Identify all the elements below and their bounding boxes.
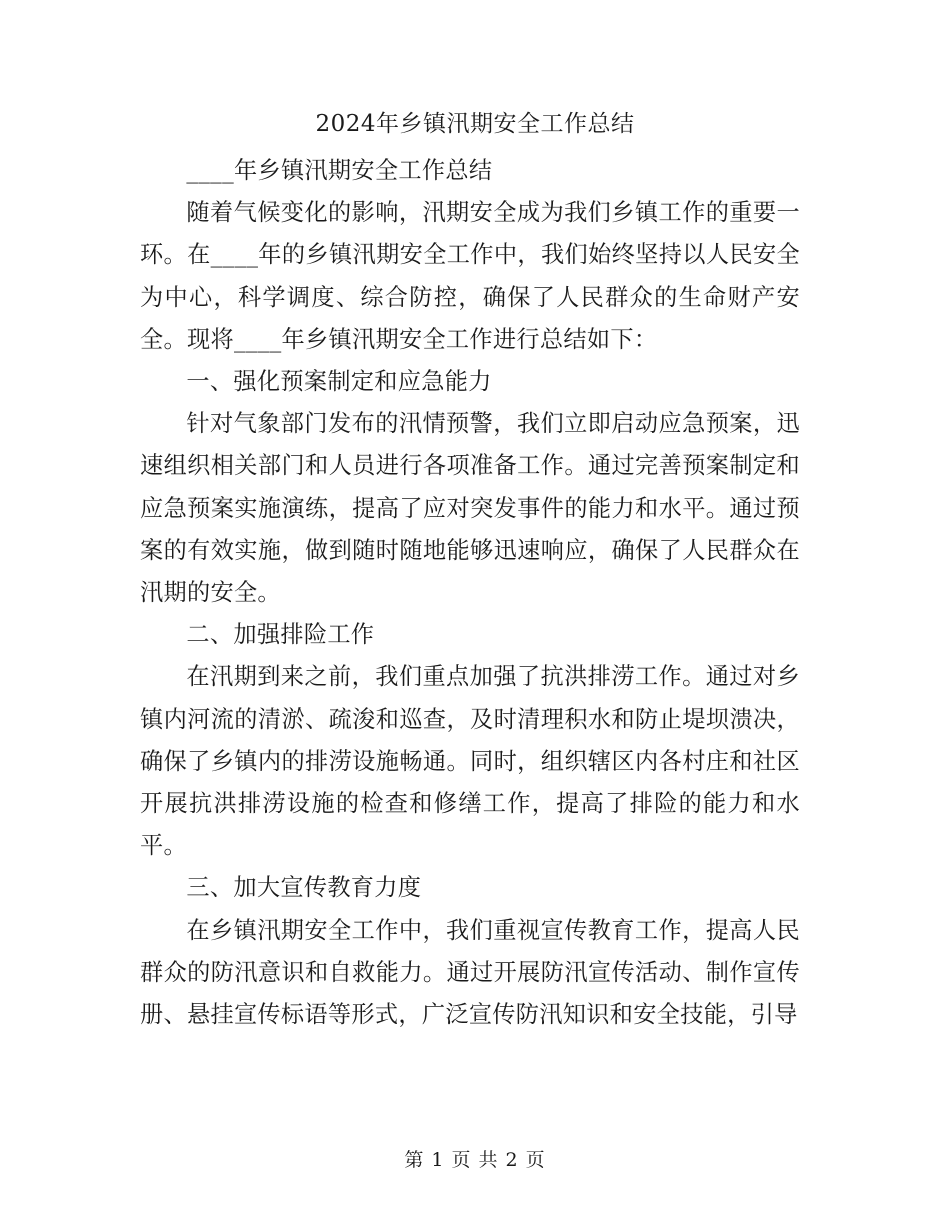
subtitle-paragraph: ____年乡镇汛期安全工作总结: [186, 157, 493, 184]
intro-paragraph: 随着气候变化的影响，汛期安全成为我们乡镇工作的重要一环。在____年的乡镇汛期安全工作中，我们始终坚持以人民安全为中心，科学调度、综合防控，确保了人民群众的生命财产安全。现将____年乡镇汛期安全工作进行总结如下：: [140, 199, 800, 353]
page-number-footer: 第 1 页 共 2 页: [404, 1149, 546, 1171]
section-1-paragraph: 针对气象部门发布的汛情预警，我们立即启动应急预案，迅速组织相关部门和人员进行各项准备工作。通过完善预案制定和应急预案实施演练，提高了应对突发事件的能力和水平。通过预案的有效实施，做到随时随地能够迅速响应，确保了人民群众在汛期的安全。: [140, 410, 800, 607]
section-heading-3: 三、加大宣传教育力度: [186, 874, 422, 902]
document-body: [140, 150, 800, 1036]
section-heading-1: 一、强化预案制定和应急能力: [186, 368, 492, 396]
section-heading-2: 二、加强排险工作: [186, 621, 375, 649]
document-title: 2024年乡镇汛期安全工作总结: [315, 111, 635, 137]
section-2-paragraph: 在汛期到来之前，我们重点加强了抗洪排涝工作。通过对乡镇内河流的清淤、疏浚和巡查，及时清理积水和防止堤坝溃决，确保了乡镇内的排涝设施畅通。同时，组织辖区内各村庄和社区开展抗洪排涝设施的检查和修缮工作，提高了排险的能力和水平。: [140, 663, 800, 860]
section-3-paragraph: 在乡镇汛期安全工作中，我们重视宣传教育工作，提高人民群众的防汛意识和自救能力。通过开展防汛宣传活动、制作宣传册、悬挂宣传标语等形式，广泛宣传防汛知识和安全技能，引导: [140, 916, 800, 1029]
